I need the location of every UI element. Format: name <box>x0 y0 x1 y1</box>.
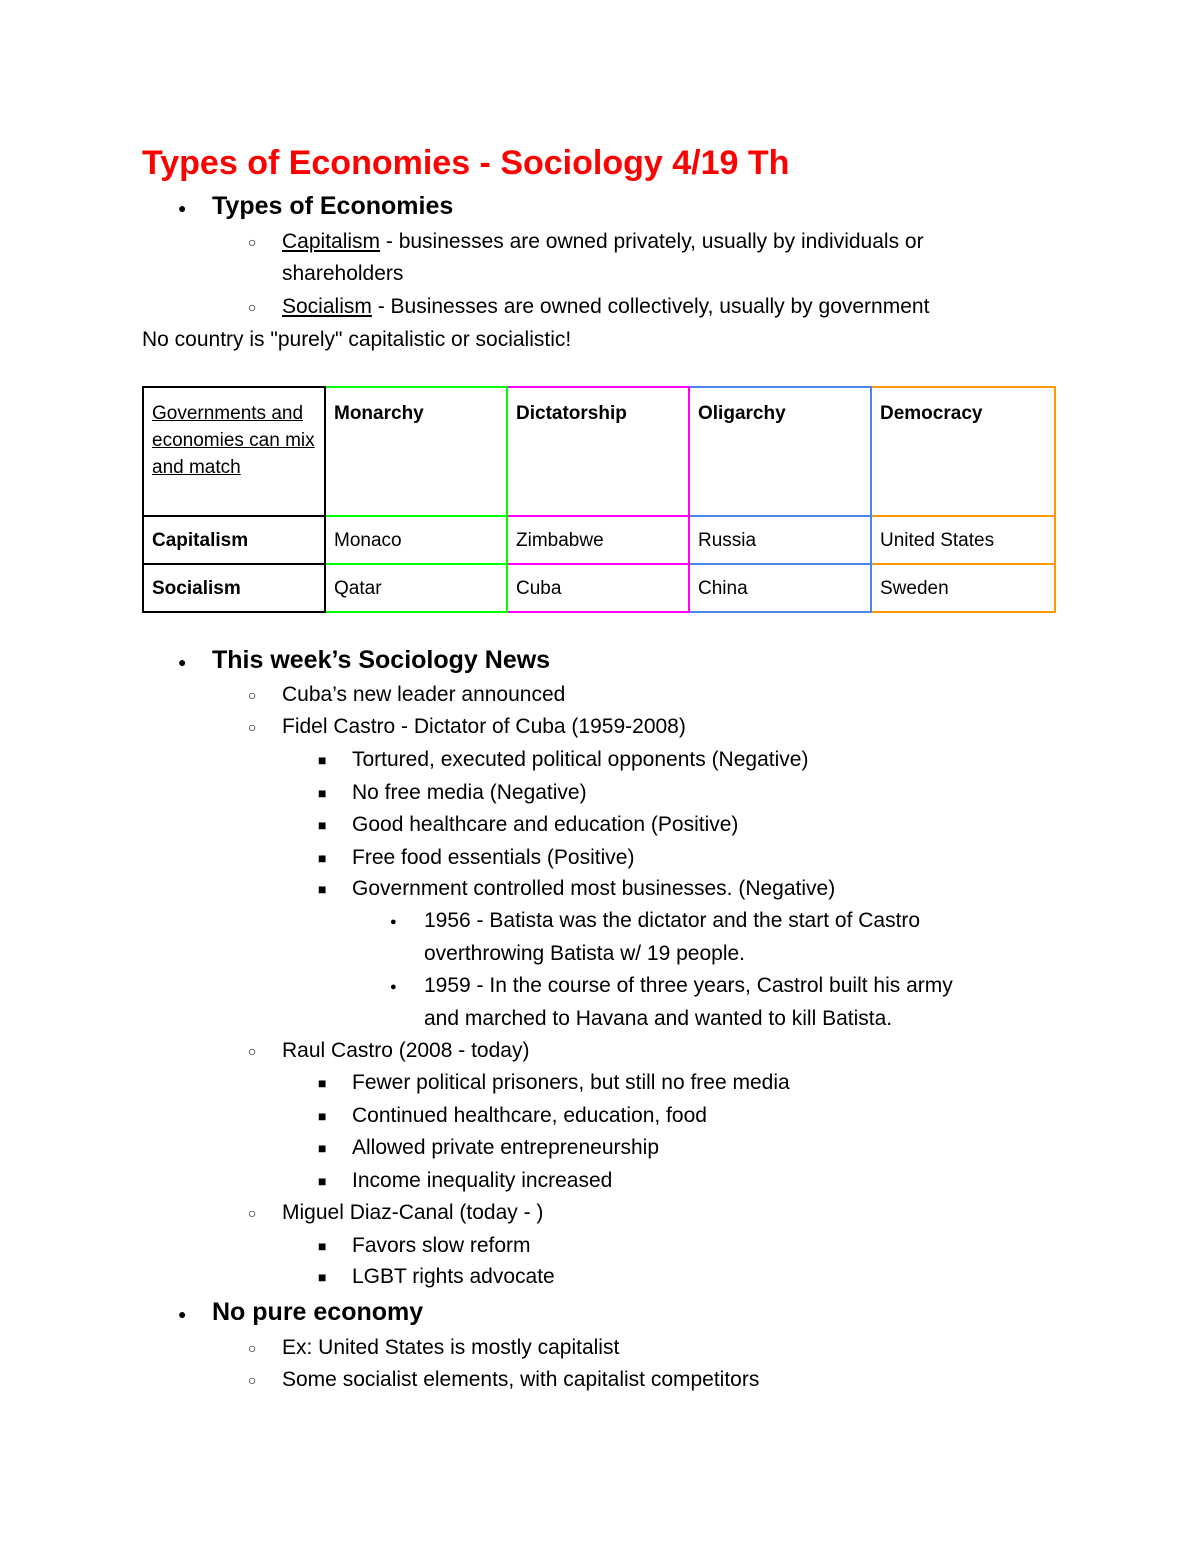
header-oligarchy <box>689 387 871 516</box>
header-label: Democracy <box>880 403 983 424</box>
list-item: Some socialist elements, with capitalist competitors <box>282 1368 760 1391</box>
row-label-capitalism <box>143 516 325 564</box>
table-cell: Monaco <box>325 516 507 564</box>
list-item: Income inequality increased <box>352 1169 613 1192</box>
bullet-l1: ● <box>178 1306 187 1322</box>
list-item: Raul Castro (2008 - today) <box>282 1039 530 1062</box>
header-dictatorship <box>507 387 689 516</box>
term-capitalism: Capitalism <box>282 230 381 253</box>
list-item: 1959 - In the course of three years, Castrol built his army <box>424 974 953 997</box>
table-cell: Cuba <box>507 564 689 612</box>
list-item-capitalism <box>282 226 924 258</box>
bullet-l3: ■ <box>318 1173 327 1189</box>
bullet-l2: ○ <box>248 687 257 703</box>
section-heading-news: This week’s Sociology News <box>212 646 551 674</box>
table-row <box>143 516 1055 564</box>
list-item: Cuba’s new leader announced <box>282 683 566 706</box>
list-item: Good healthcare and education (Positive) <box>352 813 739 836</box>
bullet-l2: ○ <box>248 1043 257 1059</box>
corner-note: Governments and economies can mix and match <box>152 403 315 478</box>
bullet-l3: ■ <box>318 850 327 866</box>
row-label: Socialism <box>152 578 241 599</box>
list-item: Free food essentials (Positive) <box>352 846 635 869</box>
header-democracy <box>871 387 1055 516</box>
list-item: Allowed private entrepreneurship <box>352 1136 660 1159</box>
header-monarchy <box>325 387 507 516</box>
list-item: Miguel Diaz-Canal (today - ) <box>282 1201 544 1224</box>
note-text: No country is "purely" capitalistic or socialistic! <box>142 328 572 351</box>
socialism-definition: - Businesses are owned collectively, usually by government <box>371 295 930 318</box>
bullet-l3: ■ <box>318 817 327 833</box>
list-item: Ex: United States is mostly capitalist <box>282 1336 620 1359</box>
bullet-l3: ■ <box>318 785 327 801</box>
list-item-cont: overthrowing Batista w/ 19 people. <box>424 942 746 965</box>
capitalism-definition-cont: shareholders <box>282 262 404 285</box>
table-cell: China <box>689 564 871 612</box>
list-item: Fewer political prisoners, but still no free media <box>352 1071 790 1094</box>
header-label: Oligarchy <box>698 403 786 424</box>
table-header-row <box>143 387 1055 516</box>
bullet-l2: ○ <box>248 234 257 250</box>
bullet-l2: ○ <box>248 299 257 315</box>
section-heading-types: Types of Economies <box>212 192 454 220</box>
bullet-l3: ■ <box>318 1108 327 1124</box>
list-item: Tortured, executed political opponents (Negative) <box>352 748 809 771</box>
list-item: Favors slow reform <box>352 1234 531 1257</box>
document-title: Types of Economies - Sociology 4/19 Th <box>142 144 790 182</box>
economy-government-table <box>142 386 1056 613</box>
table-corner-cell <box>143 387 325 516</box>
bullet-l4: ● <box>390 916 397 928</box>
bullet-l4: ● <box>390 981 397 993</box>
bullet-l2: ○ <box>248 1372 257 1388</box>
list-item: Government controlled most businesses. (Negative) <box>352 877 836 900</box>
table-cell: Sweden <box>871 564 1055 612</box>
list-item: LGBT rights advocate <box>352 1265 555 1288</box>
bullet-l3: ■ <box>318 752 327 768</box>
list-item-cont: and marched to Havana and wanted to kill Batista. <box>424 1007 893 1030</box>
bullet-l2: ○ <box>248 1340 257 1356</box>
bullet-l3: ■ <box>318 1269 327 1285</box>
section-heading-no-pure-economy: No pure economy <box>212 1298 424 1326</box>
capitalism-definition: - businesses are owned privately, usually by individuals or <box>380 230 924 253</box>
bullet-l3: ■ <box>318 1140 327 1156</box>
list-item: 1956 - Batista was the dictator and the start of Castro <box>424 909 921 932</box>
header-label: Dictatorship <box>516 403 627 424</box>
bullet-l3: ■ <box>318 1238 327 1254</box>
bullet-l2: ○ <box>248 1205 257 1221</box>
table-row <box>143 564 1055 612</box>
table-cell: United States <box>871 516 1055 564</box>
term-socialism: Socialism <box>282 295 372 318</box>
list-item: Fidel Castro - Dictator of Cuba (1959-2008) <box>282 715 686 738</box>
list-item: No free media (Negative) <box>352 781 587 804</box>
bullet-l1: ● <box>178 200 187 216</box>
bullet-l3: ■ <box>318 881 327 897</box>
bullet-l2: ○ <box>248 719 257 735</box>
table-cell: Zimbabwe <box>507 516 689 564</box>
bullet-l1: ● <box>178 654 187 670</box>
list-item-socialism <box>282 291 929 323</box>
bullet-l3: ■ <box>318 1075 327 1091</box>
list-item: Continued healthcare, education, food <box>352 1104 707 1127</box>
row-label: Capitalism <box>152 530 249 551</box>
header-label: Monarchy <box>334 403 424 424</box>
table-cell: Russia <box>689 516 871 564</box>
row-label-socialism <box>143 564 325 612</box>
table-cell: Qatar <box>325 564 507 612</box>
